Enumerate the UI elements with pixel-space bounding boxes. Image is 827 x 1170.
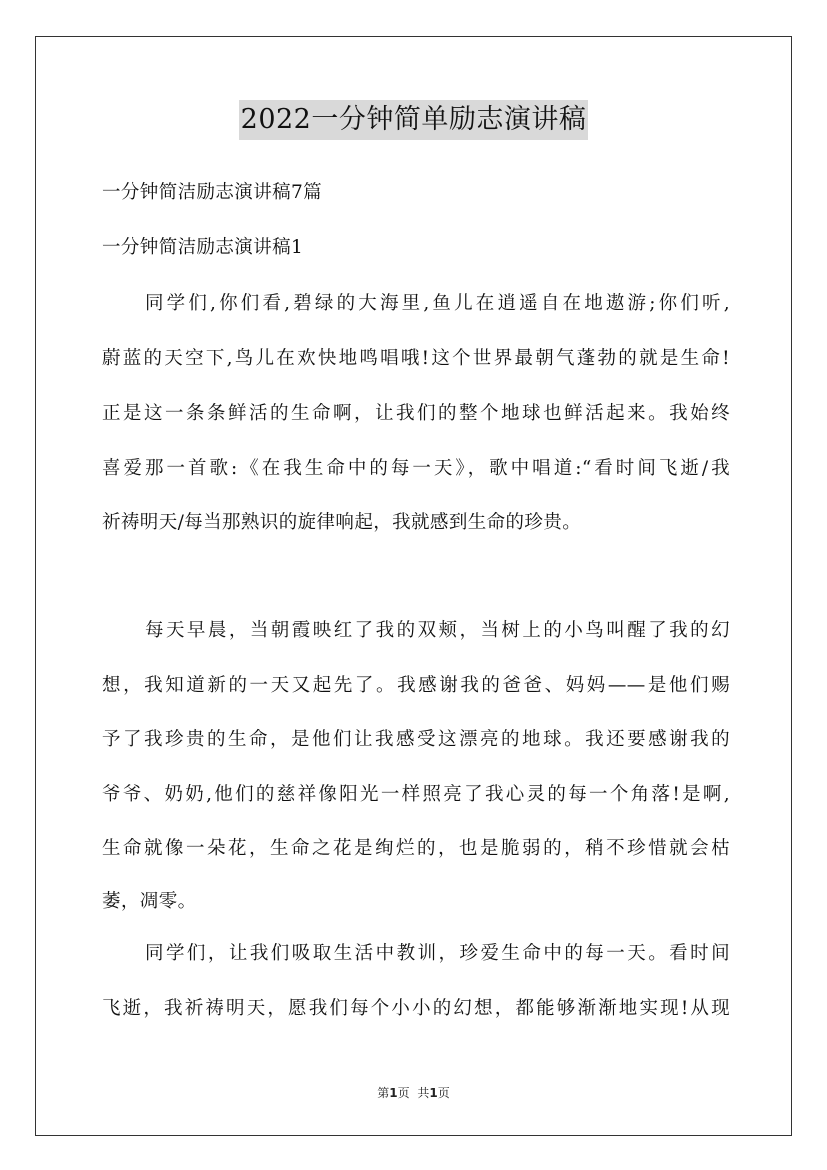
- section-heading: 一分钟简洁励志演讲稿1: [102, 237, 304, 258]
- document-title-block: [0, 100, 827, 140]
- paragraph-line: 同学们，让我们吸取生活中教训，珍爱生命中的每一天。看时间: [145, 943, 730, 964]
- page-footer: [0, 1084, 827, 1101]
- paragraph-line: 同学们,你们看,碧绿的大海里,鱼儿在逍遥自在地遨游;你们听,: [145, 293, 730, 314]
- paragraph-line: 正是这一条条鲜活的生命啊，让我们的整个地球也鲜活起来。我始终: [102, 403, 730, 424]
- total-suffix: 页: [437, 1086, 450, 1100]
- paragraph-line: 喜爱那一首歌:《在我生命中的每一天》，歌中唱道:“看时间飞逝/我: [102, 458, 730, 479]
- page-number: 1: [389, 1086, 398, 1100]
- document-subtitle: 一分钟简洁励志演讲稿7篇: [102, 182, 323, 203]
- paragraph-line: 予了我珍贵的生命，是他们让我感受这漂亮的地球。我还要感谢我的: [102, 729, 730, 750]
- paragraph-line: 萎，凋零。: [102, 891, 197, 912]
- paragraph-line: 每天早晨，当朝霞映红了我的双颊，当树上的小鸟叫醒了我的幻: [145, 620, 730, 641]
- page-suffix: 页: [397, 1086, 410, 1100]
- paragraph-line: 想，我知道新的一天又起先了。我感谢我的爸爸、妈妈——是他们赐: [102, 675, 730, 696]
- paragraph-line: 爷爷、奶奶,他们的慈祥像阳光一样照亮了我心灵的每一个角落!是啊,: [102, 784, 730, 805]
- document-title: 2022一分钟简单励志演讲稿: [239, 100, 589, 140]
- page-prefix: 第: [377, 1086, 390, 1100]
- paragraph-line: 飞逝，我祈祷明天，愿我们每个小小的幻想，都能够渐渐地实现!从现: [102, 998, 730, 1019]
- paragraph-line: 蔚蓝的天空下,鸟儿在欢快地鸣唱哦!这个世界最朝气蓬勃的就是生命!: [102, 348, 730, 369]
- paragraph-line: 祈祷明天/每当那熟识的旋律响起，我就感到生命的珍贵。: [102, 512, 582, 533]
- paragraph-line: 生命就像一朵花，生命之花是绚烂的，也是脆弱的，稍不珍惜就会枯: [102, 838, 730, 859]
- total-prefix: 共: [417, 1086, 430, 1100]
- total-pages: 1: [429, 1086, 438, 1100]
